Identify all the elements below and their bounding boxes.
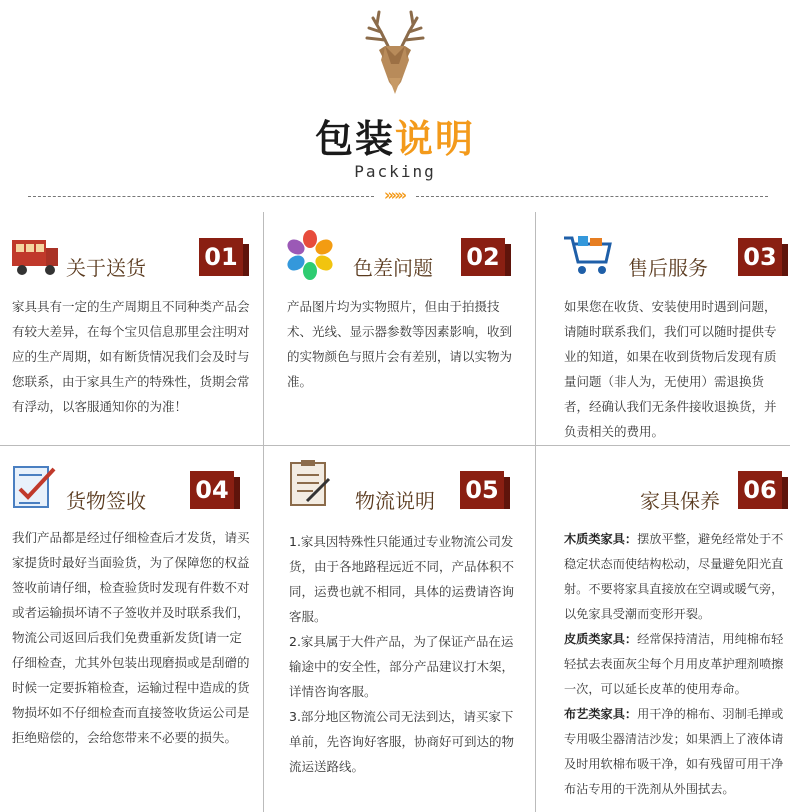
header: [0, 0, 790, 215]
section-number-badge: 03: [738, 238, 782, 276]
deer-head-logo: [355, 8, 435, 98]
section-title: 物流说明: [355, 489, 435, 513]
section-title: 色差问题: [353, 256, 433, 280]
section-number-badge: 02: [461, 238, 505, 276]
grid-hline: [0, 445, 790, 446]
section-text: 如果您在收货、安装使用时遇到问题，请随时联系我们，我们可以随时提供专业的知道，如果在收到货物后发现有质量问题（非人为，无使用）需退换货者，经确认我们无条件接收退换货，并负责相关的费用。: [564, 299, 777, 439]
care-item-text: 经常保持清洁，用纯棉布轻轻拭去表面灰尘每个月用皮革护理剂喷擦一次，可以延长皮革的使用寿命。: [564, 632, 784, 696]
divider-right: [416, 196, 768, 197]
section-number-badge: 06: [738, 471, 782, 509]
paragraph: 2.家具属于大件产品，为了保证产品在运输途中的安全性，部分产品建议打木架，详情咨询客服。: [289, 634, 515, 699]
section-color-difference: [285, 222, 525, 442]
subtitle: Packing: [354, 162, 436, 181]
care-item-text: 用干净的棉布、羽制毛掸或专用吸尘器清洁沙发；如果洒上了液体请及时用软棉布吸干净，如有残留可用干净布沾专用的干洗剂从外围拭去。: [564, 707, 784, 796]
section-logistics: [285, 455, 525, 805]
care-item-leather: [564, 627, 784, 702]
info-grid: [0, 212, 790, 812]
section-text: 产品图片均为实物照片，但由于拍摄技术、光线、显示器参数等因素影响，收到的实物颜色与照片会有差别，请以实物为准。: [287, 299, 513, 389]
section-text: 我们产品都是经过仔细检查后才发货，请买家提货时最好当面验货，为了保障您的权益签收前请仔细，检查验货时发现有件数不对或者运输损坏请不子签收并及时联系我们，物流公司返回后我们免费重新发货[请一定仔细检查，尤其外包装出现磨损或是刮磳的时候一定要拆箱检查，运输过程中造成的货物损坏如不仔细检查而直接签收货运公司是拒绝赔偿的，会给您带来不必要的损失。: [12, 530, 250, 745]
section-after-sales: [562, 222, 782, 442]
grid-vline: [263, 445, 264, 812]
page-title: [0, 108, 790, 163]
care-item-label: 皮质类家具：: [564, 632, 638, 646]
shopping-cart-icon: [562, 228, 612, 278]
delivery-truck-icon: [10, 230, 60, 280]
grid-vline: [263, 212, 264, 445]
section-title: 关于送货: [66, 256, 146, 280]
care-item-label: 布艺类家具：: [564, 707, 638, 721]
title-part-orange: 说明: [395, 117, 476, 161]
paragraph: 1.家具因特殊性只能通过专业物流公司发货，由于各地路程远近不同，产品体积不同，运费也就不相同，具体的运费请咨询客服。: [289, 534, 515, 624]
section-number-badge: 05: [460, 471, 504, 509]
section-title: 售后服务: [628, 256, 708, 280]
section-number-badge: 01: [199, 238, 243, 276]
section-delivery: [10, 222, 255, 442]
section-title: 货物签收: [66, 489, 146, 513]
signed-document-icon: [10, 461, 60, 511]
section-furniture-care: [562, 455, 786, 805]
clipboard-checklist-icon: [285, 459, 335, 509]
section-number-badge: 04: [190, 471, 234, 509]
grid-vline: [535, 212, 536, 445]
care-item-wood: [564, 527, 784, 627]
care-item-text: 摆放平整，避免经常处于不稳定状态而使结构松动，尽量避免阳光直射。不要将家具直接放在空调或暖气旁，以免家具受潮而变形开裂。: [564, 532, 784, 621]
arrows-icon: »»»: [384, 186, 405, 204]
section-paragraphs: [289, 529, 521, 779]
grid-vline: [535, 445, 536, 812]
title-part-black: 包装: [314, 117, 395, 161]
paragraph: 3.部分地区物流公司无法到达，请买家下单前，先咨询好客服，协商好可到达的物流运送路线。: [289, 709, 515, 774]
care-items: [564, 527, 784, 802]
care-item-fabric: [564, 702, 784, 802]
section-title: 家具保养: [640, 489, 720, 513]
divider-left: [28, 196, 374, 197]
section-text: 家具具有一定的生产周期且不同种类产品会有较大差异，在每个宝贝信息那里会注明对应的生产周期，如有断货情况我们会及时与您联系，由于家具生产的特殊性，货期会常有浮动，以客服通知你的为准！: [12, 299, 250, 414]
color-wheel-icon: [285, 230, 335, 280]
care-item-label: 木质类家具：: [564, 532, 638, 546]
section-receipt: [10, 455, 255, 805]
